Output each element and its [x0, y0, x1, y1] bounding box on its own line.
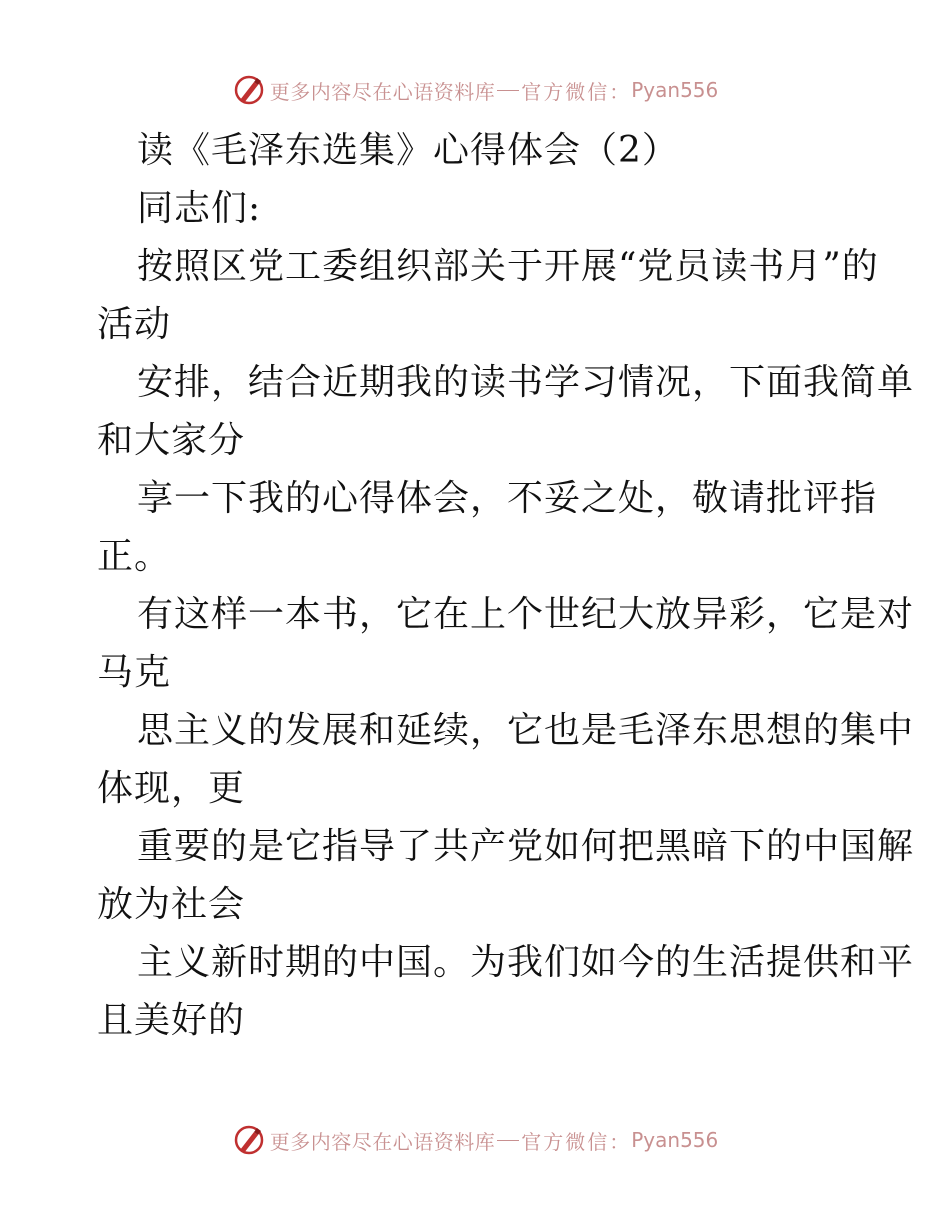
paragraph-line: 重要的是它指导了共产党如何把黑暗下的中国解 [137, 826, 915, 867]
paragraph-line: 按照区党工委组织部关于开展“党员读书月”的 [137, 246, 879, 287]
paragraph-line: 放为社会 [97, 884, 246, 925]
paragraph-line: 马克 [97, 652, 172, 693]
paragraph-line: 主义新时期的中国。为我们如今的生活提供和平 [137, 942, 915, 983]
paragraph-line: 思主义的发展和延续，它也是毛泽东思想的集中 [137, 710, 915, 751]
watermark-divider [497, 90, 519, 91]
watermark-text: 更多内容尽在心语资料库 [269, 79, 496, 104]
watermark-wechat-id: Pyan556 [631, 78, 719, 102]
paragraph-line: 和大家分 [97, 420, 246, 461]
paragraph-line: 同志们: [137, 188, 262, 229]
watermark-official-label: 官方微信： [521, 79, 632, 104]
paragraph-line: 享一下我的心得体会，不妥之处，敬请批评指 [137, 478, 878, 519]
paragraph-line: 且美好的 [97, 1000, 246, 1041]
document-body [97, 122, 915, 1050]
watermark-wechat-id: Pyan556 [631, 1128, 719, 1152]
watermark-divider [497, 1140, 519, 1141]
footer-watermark [0, 1120, 950, 1160]
document-title: 读《毛泽东选集》心得体会（2） [137, 130, 679, 171]
paragraph-line: 安排，结合近期我的读书学习情况，下面我简单 [137, 362, 915, 403]
pen-logo-icon [232, 73, 266, 107]
watermark-official-label: 官方微信： [521, 1129, 632, 1154]
paragraph-line: 有这样一本书，它在上个世纪大放异彩，它是对 [137, 594, 915, 635]
paragraph-line: 活动 [97, 304, 172, 345]
pen-logo-icon [232, 1123, 266, 1157]
watermark-text: 更多内容尽在心语资料库 [269, 1129, 496, 1154]
paragraph-line: 体现，更 [97, 768, 246, 809]
paragraph-line: 正。 [97, 536, 172, 577]
header-watermark [0, 70, 950, 110]
